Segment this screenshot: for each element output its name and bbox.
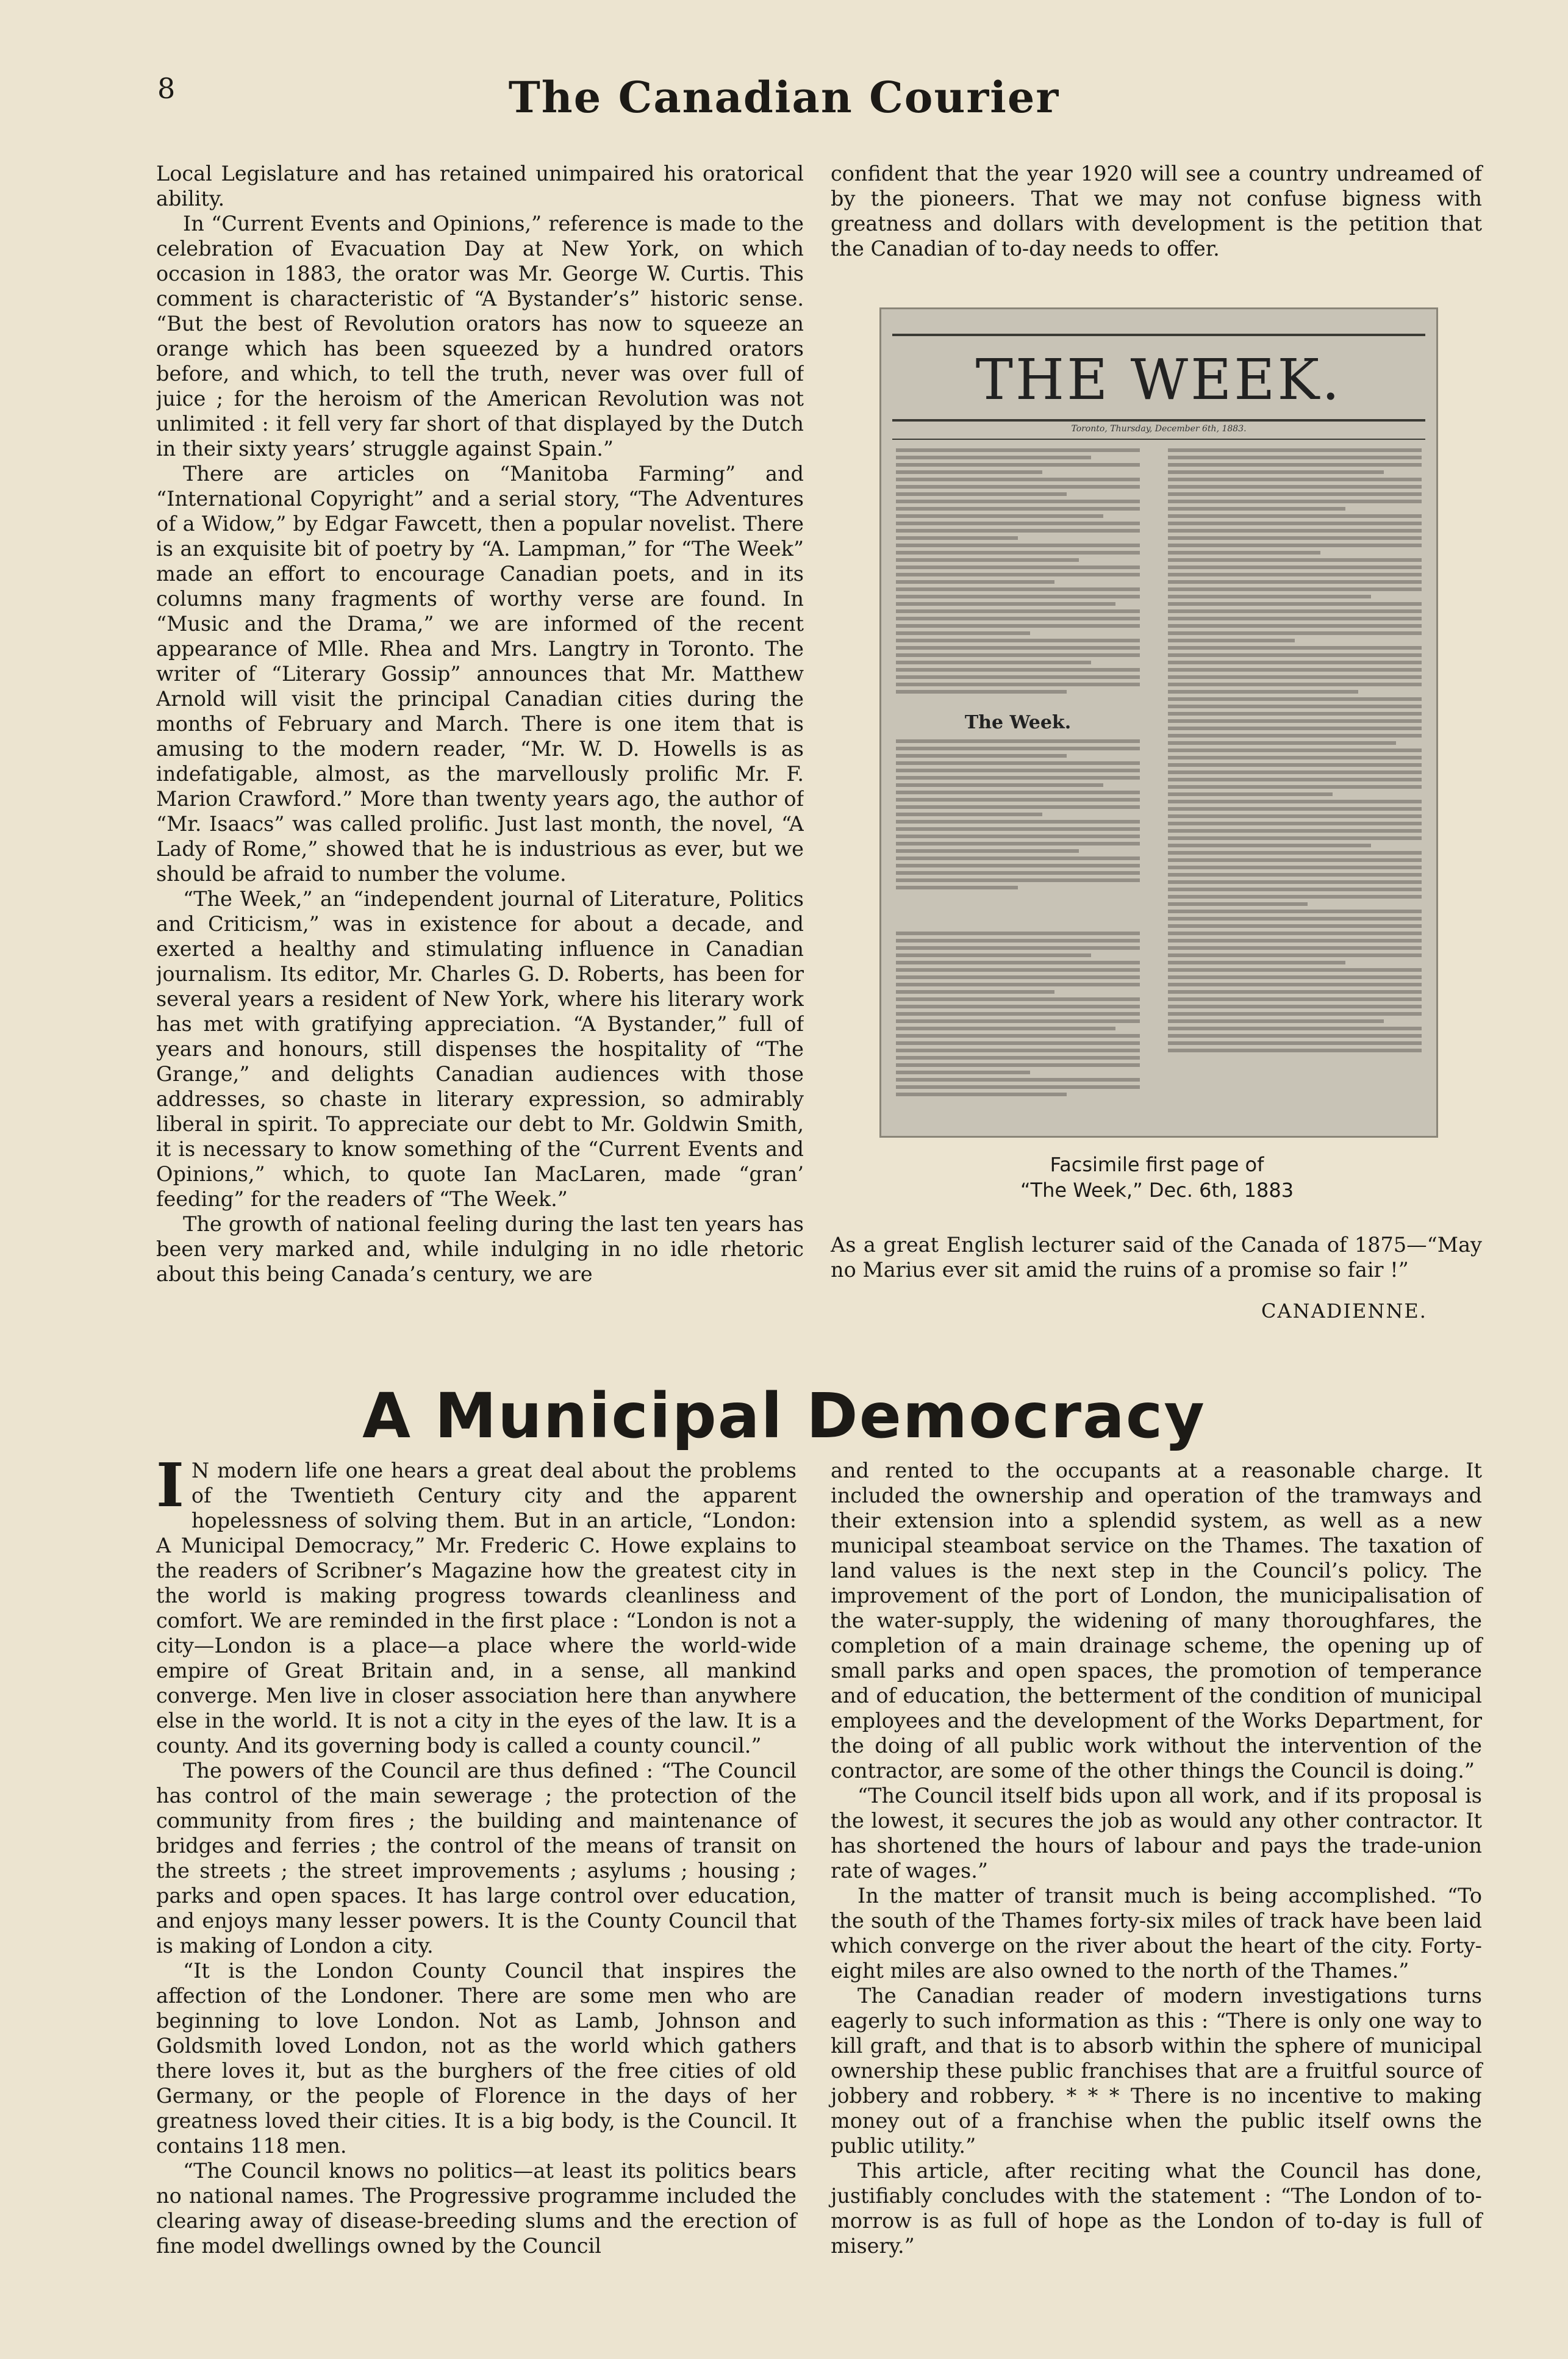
paragraph: “The Week,” an “independent journal of Literature, Politics and Criticism,” was in existence for about a decade, and exerted a healthy and stimulating influence in Canadian journalism. Its editor, Mr. Charles G. D. Roberts, has been for several years a resident of New York, where his literary work has met with gratifying appreciation. “A Bystander,” full of years and honours, still dispenses the hospitality of “The Grange,” and delights Canadian audiences with those addresses, so chaste in literary expression, so admirably liberal in spirit. To appreciate our debt to Mr. Goldwin Smith, it is necessary to know something of the “Current Events and Opinions,” which, to quote Ian MacLaren, made “gran’ feeding” for the readers of “The Week.” (156, 887, 804, 1211)
paragraph: and rented to the occupants at a reasonable charge. It included the ownership and operation of the tramways and their extension into a splendid system, as well as a new municipal steamboat service on the Thames. The taxation of land values is the next step in the Council’s policy. The improvement of the port of London, the municipalisation of the water-supply, the widening of many thoroughfares, the completion of a main drainage scheme, the opening up of small parks and open spaces, the promotion of temperance and of education, the betterment of the condition of municipal employees and the development of the Works Department, for the doing of all public work without the intervention of the contractor, are some of the other things the Council is doing.” (831, 1459, 1482, 1783)
paragraph: confident that the year 1920 will see a country undreamed of by the pioneers. That we may not confuse bigness with greatness and dollars with development is the petition that the Canadian of to-day needs to offer. (831, 162, 1482, 260)
facsimile-text-block (1168, 448, 1422, 1126)
drop-cap: I (156, 1451, 184, 1521)
closing-paragraph (831, 1232, 1482, 1282)
paragraph: In “Current Events and Opinions,” reference is made to the celebration of Evacuation Day at New York, on which occasion in 1883, the orator was Mr. George W. Curtis. This comment is characteristic of “A Bystander’s” historic sense. “But the best of Revolution orators has now to squeeze an orange which has been squeezed by a hundred orators before, and which, to tell the truth, never was over full of juice ; for the heroism of the American Revolution was not unlimited : it fell very far short of that displayed by the Dutch in their sixty years’ struggle against Spain.” (156, 212, 804, 461)
masthead: The Canadian Courier (508, 72, 1060, 123)
facsimile-rule (892, 334, 1425, 336)
signature: CANADIENNE. (1261, 1299, 1427, 1323)
top-left-column (156, 161, 804, 1326)
page-number: 8 (157, 72, 176, 105)
paragraph: As a great English lecturer said of the Canada of 1875—“May no Marius ever sit amid the ruins of a promise so fair !” (831, 1233, 1482, 1282)
article-right-column (831, 1458, 1482, 2258)
paragraph: The powers of the Council are thus defined : “The Council has control of the main sewerage ; the protection of the community from fires ; the building and maintenance of bridges and ferries ; the control of the means of transit on the streets ; the street improvements ; asylums ; housing ; parks and open spaces. It has large control over education, and enjoys many lesser powers. It is the County Council that is making of London a city. (156, 1759, 797, 1958)
facsimile-date: Toronto, Thursday, December 6th, 1883. (1071, 424, 1247, 434)
paragraph: “It is the London County Council that inspires the affection of the Londoner. There are some men who are beginning to love London. Not as Lamb, Johnson and Goldsmith loved London, not as the world which gathers there loves it, but as the burghers of the free cities of old Germany, or the people of Florence in the days of her greatness loved their cities. It is a big body, is the Council. It contains 118 men. (156, 1959, 797, 2158)
facsimile-caption (879, 1152, 1434, 1203)
paragraph: The growth of national feeling during the last ten years has been very marked and, while indulging in no idle rhetoric about this being Canada’s century, we are (156, 1212, 804, 1286)
paragraph: “The Council itself bids upon all work, and if its proposal is the lowest, it secures the job as would any other contractor. It has shortened the hours of labour and pays the trade-union rate of wages.” (831, 1784, 1482, 1883)
facsimile-subhead: The Week. (964, 712, 1072, 733)
facsimile-image (879, 307, 1438, 1138)
top-right-column (831, 161, 1482, 261)
facsimile-text-block (896, 448, 1140, 705)
paragraph: The Canadian reader of modern investigations turns eagerly to such information as this : “There is only one way to kill graft, and that is to absorb within the sphere of municipal ownership these public franchises that are a fruitful source of jobbery and robbery. * * * There is no incentive to making money out of a franchise when the public itself owns the public utility.” (831, 1984, 1482, 2158)
caption-line: “The Week,” Dec. 6th, 1883 (1020, 1179, 1294, 1202)
caption-line: Facsimile first page of (1050, 1153, 1264, 1176)
facsimile-text-block (896, 739, 1140, 922)
paragraph: Local Legislature and has retained unimpaired his oratorical ability. (156, 162, 804, 210)
facsimile-title: THE WEEK. (975, 347, 1342, 412)
facsimile-text-block (896, 932, 1140, 1127)
paragraph: This article, after reciting what the Council has done, justifiably concludes with the statement : “The London of to-morrow is as full of hope as the London of to-day is full of misery.” (831, 2159, 1482, 2258)
paragraph: In the matter of transit much is being accomplished. “To the south of the Thames forty-six miles of track have been laid which converge on the river about the heart of the city. Forty-eight miles are also owned to the north of the Thames.” (831, 1884, 1482, 1983)
article-left-column (156, 1451, 797, 2258)
facsimile-rule (892, 439, 1425, 440)
paragraph: There are articles on “Manitoba Farming” and “International Copyright” and a serial story, “The Adventures of a Widow,” by Edgar Fawcett, then a popular novelist. There is an exquisite bit of poetry by “A. Lampman,” for “The Week” made an effort to encourage Canadian poets, and in its columns many fragments of worthy verse are found. In “Music and the Drama,” we are informed of the recent appearance of Mlle. Rhea and Mrs. Langtry in Toronto. The writer of “Literary Gossip” announces that Mr. Matthew Arnold will visit the principal Canadian cities during the months of February and March. There is one item that is amusing to the modern reader, “Mr. W. D. Howells is as indefatigable, almost, as the marvellously prolific Mr. F. Marion Crawford.” More than twenty years ago, the author of “Mr. Isaacs” was called prolific. Just last month, the novel, “A Lady of Rome,” showed that he is industrious as ever, but we should be afraid to number the volume. (156, 462, 804, 886)
paragraph: “The Council knows no politics—at least its politics bears no national names. The Progressive programme included the clearing away of disease-breeding slums and the erection of fine model dwellings owned by the Council (156, 2159, 797, 2258)
article-headline: A Municipal Democracy (362, 1380, 1206, 1452)
facsimile-rule (892, 419, 1425, 422)
paragraph-text: N modern life one hears a great deal about the problems of the Twentieth Century city and the apparent hopelessness of solving them. But in an article, “London: A Municipal Democracy,” Mr. Frederic C. Howe explains to the readers of Scribner’s Magazine how the greatest city in the world is making progress towards cleanliness and comfort. We are reminded in the first place : “London is not a city—London is a place—a place where the world-wide empire of Great Britain and, in a sense, all mankind converge. Men live in closer association here than anywhere else in the world. It is not a city in the eyes of the law. It is a county. And its governing body is called a county council.” (156, 1459, 797, 1758)
paragraph (156, 1451, 797, 1758)
